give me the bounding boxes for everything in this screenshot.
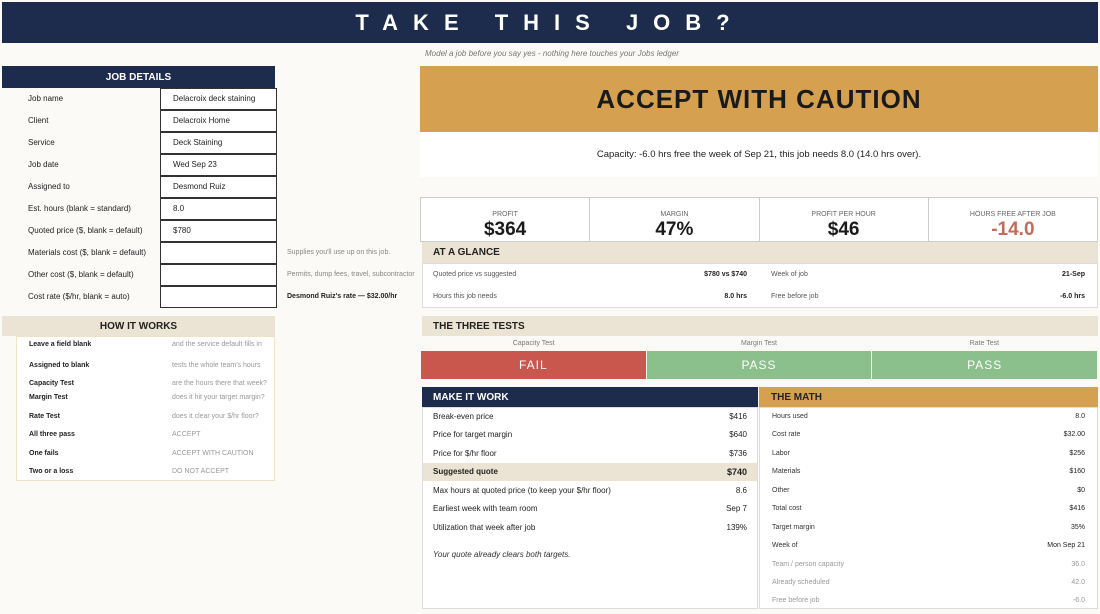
- list-item: [17, 338, 276, 352]
- field-cost-rate: [2, 286, 275, 308]
- metric-margin: [590, 198, 759, 241]
- metric-value: 47%: [655, 219, 694, 240]
- test-names: [421, 337, 1097, 351]
- table-row: [760, 556, 1097, 574]
- quoted-price-input[interactable]: $780: [160, 220, 277, 242]
- field-label: Est. hours (blank = standard): [28, 204, 131, 213]
- rate-test-result: PASS: [872, 351, 1097, 379]
- cost-rate-note: Desmond Ruiz's rate — $32.00/hr: [287, 293, 398, 300]
- table-row: [423, 500, 757, 518]
- rule-term: Rate Test: [29, 413, 60, 420]
- metric-label: MARGIN: [660, 211, 689, 218]
- how-it-works-panel: [16, 336, 275, 481]
- glance-value: 21-Sep: [1062, 271, 1085, 278]
- row-label: Price for target margin: [433, 430, 513, 439]
- row-label: Earliest week with team room: [433, 504, 538, 513]
- table-row: [760, 574, 1097, 592]
- row-label: Hours used: [772, 413, 808, 420]
- rule-term: Two or a loss: [29, 468, 74, 475]
- job-date-input[interactable]: Wed Sep 23: [160, 154, 277, 176]
- cost-rate-input[interactable]: [160, 286, 277, 308]
- make-it-work-header: [422, 387, 758, 407]
- row-label: Team / person capacity: [772, 561, 844, 568]
- margin-test-name: Margin Test: [740, 340, 778, 347]
- service-input[interactable]: Deck Staining: [160, 132, 277, 154]
- rule-desc: does it hit your target margin?: [172, 394, 265, 401]
- title-banner: [2, 2, 1098, 43]
- three-tests-header: [422, 316, 1098, 336]
- list-item: [17, 410, 276, 424]
- metric-value: $46: [827, 219, 860, 240]
- row-value: $416: [1069, 505, 1085, 512]
- field-label: Assigned to: [28, 182, 70, 191]
- field-label: Quoted price ($, blank = default): [28, 226, 143, 235]
- make-it-work-header-label: MAKE IT WORK: [433, 391, 509, 403]
- how-it-works-header: [2, 316, 275, 336]
- row-label: Suggested quote: [433, 467, 498, 476]
- table-row: [760, 519, 1097, 537]
- row-value: 36.0: [1071, 561, 1085, 568]
- row-value: $736: [729, 449, 747, 458]
- field-materials-cost: [2, 242, 275, 264]
- rule-term: Assigned to blank: [29, 362, 90, 369]
- the-math-header-label: THE MATH: [771, 391, 822, 403]
- row-value: $740: [726, 467, 747, 477]
- rate-test-name: Rate Test: [969, 340, 1000, 347]
- make-it-work-panel: [422, 407, 758, 609]
- capacity-message: Capacity: -6.0 hrs free the week of Sep 21, this job needs 8.0 (14.0 hrs over).: [596, 149, 922, 160]
- row-value: $32.00: [1063, 431, 1085, 438]
- job-details-header-label: JOB DETAILS: [105, 71, 172, 83]
- glance-value: -6.0 hrs: [1060, 293, 1085, 300]
- three-tests-header-label: THE THREE TESTS: [433, 320, 525, 332]
- est-hours-input[interactable]: 8.0: [160, 198, 277, 220]
- row-value: $160: [1069, 468, 1085, 475]
- rule-term: All three pass: [29, 431, 75, 438]
- row-value: Sep 7: [726, 504, 747, 513]
- row-value: 42.0: [1071, 579, 1085, 586]
- row-value: $640: [729, 430, 747, 439]
- row-value: 139%: [726, 523, 747, 532]
- row-value: $0: [1077, 487, 1085, 494]
- capacity-test-name: Capacity Test: [512, 340, 555, 347]
- table-row: [760, 537, 1097, 555]
- table-row: [760, 463, 1097, 481]
- row-label: Already scheduled: [772, 579, 830, 586]
- margin-test-result: PASS: [647, 351, 872, 379]
- row-label: Cost rate: [772, 431, 801, 438]
- other-cost-note: Permits, dump fees, travel, subcontractor: [287, 271, 415, 278]
- capacity-message-panel: [420, 132, 1098, 177]
- list-item: [17, 391, 276, 405]
- table-row: [760, 482, 1097, 500]
- metric-hours-free-after-job: [929, 198, 1097, 241]
- table-row: [760, 408, 1097, 426]
- table-row: [423, 445, 757, 463]
- field-est-hours: [2, 198, 275, 220]
- metric-profit-per-hour: [760, 198, 929, 241]
- how-it-works-header-label: HOW IT WORKS: [99, 320, 178, 332]
- rule-term: Leave a field blank: [29, 341, 92, 348]
- table-row: [760, 445, 1097, 463]
- field-label: Service: [28, 138, 55, 147]
- field-job-date: [2, 154, 275, 176]
- row-label: Free before job: [772, 597, 820, 604]
- at-a-glance-panel: [422, 263, 1098, 308]
- field-other-cost: [2, 264, 275, 286]
- the-math-header: [759, 387, 1098, 407]
- at-a-glance-header-label: AT A GLANCE: [433, 247, 500, 258]
- row-label: Max hours at quoted price (to keep your $/hr floor): [433, 486, 611, 495]
- suggested-quote-row: [423, 463, 757, 481]
- rule-desc: DO NOT ACCEPT: [172, 468, 230, 475]
- rule-desc: ACCEPT: [172, 431, 201, 438]
- field-quoted-price: [2, 220, 275, 242]
- row-label: Utilization that week after job: [433, 523, 536, 532]
- job-name-input[interactable]: Delacroix deck staining: [160, 88, 277, 110]
- row-value: Mon Sep 21: [1047, 542, 1085, 549]
- metric-label: HOURS FREE AFTER JOB: [969, 211, 1056, 218]
- list-item: [17, 359, 276, 373]
- materials-cost-input[interactable]: [160, 242, 277, 264]
- rule-desc: tests the whole team's hours: [172, 362, 261, 369]
- row-label: Week of: [772, 542, 798, 549]
- rule-desc: does it clear your $/hr floor?: [172, 413, 259, 420]
- row-label: Break-even price: [433, 412, 494, 421]
- row-label: Labor: [772, 450, 790, 457]
- table-row: [760, 426, 1097, 444]
- job-details-header: [2, 66, 275, 88]
- capacity-test-result: FAIL: [421, 351, 646, 379]
- page-title: TAKE THIS JOB?: [355, 9, 745, 35]
- row-label: Target margin: [772, 524, 815, 531]
- table-row: [760, 500, 1097, 518]
- field-label: Job date: [28, 160, 59, 169]
- glance-value: 8.0 hrs: [724, 293, 747, 300]
- rule-term: Margin Test: [29, 394, 68, 401]
- client-input[interactable]: Delacroix Home: [160, 110, 277, 132]
- field-label: Client: [28, 116, 49, 125]
- test-results: [421, 351, 1097, 379]
- glance-label: Hours this job needs: [433, 293, 497, 300]
- at-a-glance-header: [422, 242, 1098, 263]
- rule-desc: ACCEPT WITH CAUTION: [172, 450, 254, 457]
- field-job-name: [2, 88, 275, 110]
- subtitle: Model a job before you say yes - nothing here touches your Jobs ledger: [425, 49, 679, 58]
- materials-note: Supplies you'll use up on this job.: [287, 249, 391, 256]
- field-client: [2, 110, 275, 132]
- row-value: 8.0: [1075, 413, 1085, 420]
- list-item: [17, 465, 276, 479]
- glance-label: Week of job: [771, 271, 808, 278]
- table-row: [423, 426, 757, 444]
- list-item: [17, 377, 276, 391]
- list-item: [17, 447, 276, 461]
- rule-desc: and the service default fills in: [172, 341, 262, 348]
- field-label: Job name: [28, 94, 64, 103]
- table-row: [423, 519, 757, 537]
- make-it-work-note: Your quote already clears both targets.: [433, 550, 571, 559]
- assigned-to-input[interactable]: Desmond Ruiz: [160, 176, 277, 198]
- field-assigned-to: [2, 176, 275, 198]
- glance-label: Free before job: [771, 293, 819, 300]
- glance-label: Quoted price vs suggested: [433, 271, 517, 278]
- row-value: $416: [729, 412, 747, 421]
- table-row: [760, 592, 1097, 610]
- the-math-panel: [759, 407, 1098, 609]
- rule-term: Capacity Test: [29, 380, 74, 387]
- verdict-text: ACCEPT WITH CAUTION: [596, 83, 922, 114]
- table-row: [423, 408, 757, 426]
- row-value: 35%: [1070, 524, 1085, 531]
- rule-desc: are the hours there that week?: [172, 380, 267, 387]
- metric-profit: [421, 198, 590, 241]
- row-label: Total cost: [772, 505, 802, 512]
- other-cost-input[interactable]: [160, 264, 277, 286]
- row-value: 8.6: [735, 486, 747, 495]
- rule-term: One fails: [29, 450, 59, 457]
- field-service: [2, 132, 275, 154]
- table-row: [423, 482, 757, 500]
- metric-value: $364: [483, 219, 527, 240]
- metric-label: PROFIT: [492, 211, 518, 218]
- verdict-banner: [420, 66, 1098, 132]
- field-label: Materials cost ($, blank = default): [28, 248, 147, 257]
- metric-label: PROFIT PER HOUR: [811, 211, 876, 218]
- row-label: Other: [772, 487, 790, 494]
- field-label: Cost rate ($/hr, blank = auto): [28, 292, 130, 301]
- row-label: Price for $/hr floor: [433, 449, 497, 458]
- list-item: [17, 428, 276, 442]
- metric-value: -14.0: [991, 219, 1035, 240]
- row-value: -6.0: [1072, 597, 1085, 604]
- field-label: Other cost ($, blank = default): [28, 270, 134, 279]
- row-value: $256: [1069, 450, 1085, 457]
- metrics-bar: [420, 197, 1098, 242]
- glance-value: $780 vs $740: [704, 271, 747, 278]
- row-label: Materials: [772, 468, 801, 475]
